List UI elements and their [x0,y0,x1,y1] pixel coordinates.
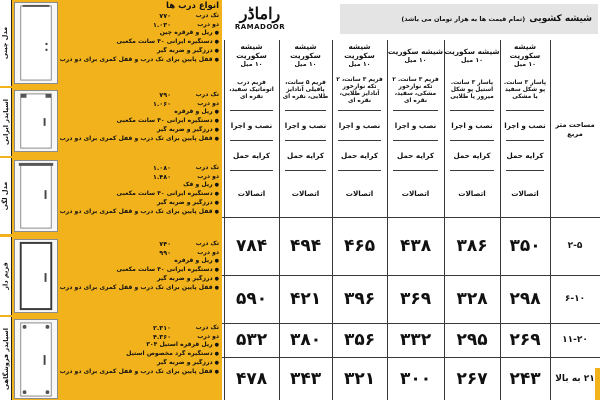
door-section-chinese [0,0,222,86]
price-cell: ۳۳۲ [399,330,432,350]
price-cell: ۲۴۳ [509,368,541,389]
glass-type: شیشه سکوریت [344,42,375,60]
ramadoor-logo [232,5,288,37]
feature-line: ● درزگیر و ضربه گیر [60,199,219,208]
door-image [14,90,58,152]
door-types-heading: انواع درب ها [166,1,219,11]
frame-description: فریم ۳ سانت. ۲ تکه نوارخور مشکی، سفید، نقره ای [392,76,439,104]
side-label: اسپایدر فروشگاهی [0,317,12,400]
install-label: نصب و اجرا [338,120,381,130]
frame-description: فریم ۵ سانت، پافیلی آنادایز طلایی، نقره ای [282,80,329,100]
column-title [387,40,444,71]
price-line: دو درب ۱.۴۸۰ [152,172,219,181]
price-cell: ۳۸۰ [289,330,322,350]
accent-bar [595,368,600,400]
price-cell: ۲۶۹ [509,330,541,350]
area-range: ۲-۵ [567,241,583,251]
price-cell: ۳۵۶ [343,330,376,350]
feature-line: ● ریل و قرقره چین [60,29,219,38]
price-cell: ۷۸۴ [235,236,268,256]
price-line: دو درب ۹۹۰ [159,248,219,257]
glass-thickness: ۱۰ میل [461,56,483,64]
price-cell: ۳۲۱ [343,368,376,389]
page-header [222,0,600,40]
install-label: نصب و اجرا [284,120,327,130]
feature-line: ● ریل قرقره استیل ۳۰۴ [60,341,219,350]
feature-line: ● ریل و قرقره [60,108,219,117]
column-title [224,40,279,71]
section-lines [60,324,219,376]
frame-description: پاسار ۳ سانت. استیل پو شکل میرور یا طلایی [450,80,494,100]
frame-description: پاسار ۳ سانت. پو شکل سفید یا مشکی [503,80,547,100]
page-title-box [340,4,598,34]
price-line: تک درب ۷۴۰ [159,240,219,248]
column-title [500,40,550,71]
section-lines [60,240,219,292]
feature-line: ● درزگیر و ضربه گیر [60,359,219,368]
price-line: دو درب ۱.۰۶۰ [152,99,219,108]
door-image [14,319,58,399]
install-label: نصب و اجرا [504,120,546,130]
price-line: تک درب ۱.۰۸۰ [152,164,219,172]
install-label: نصب و اجرا [394,120,437,130]
glass-thickness: ۱۰ میل [404,56,427,64]
delivery-label: کرایه حمل [396,150,435,160]
glass-type: شیشه سکوریت [509,42,541,60]
door-section-spider-iranian [0,88,222,156]
feature-line: ● دستگیره ایرانی ۴۰ سانت مکعبی [60,38,219,47]
price-cell: ۴۷۸ [235,368,268,389]
area-range: ۱۱-۲۰ [562,335,588,345]
connections-label: اتصالات [458,189,486,198]
feature-line: ● درزگیر و ضربه گیر [60,47,219,56]
install-label: نصب و اجرا [451,120,493,130]
price-line: دو درب ۴.۳۶۰ [152,332,219,341]
area-range: ۲۱ به بالا [555,373,595,384]
glass-type: شیشه سکوریت [290,42,321,60]
delivery-label: کرایه حمل [340,150,379,160]
price-cell: ۳۸۶ [456,236,488,256]
install-label: نصب و اجرا [230,120,273,130]
side-label: مدل لگی [0,158,12,234]
feature-line: ● قفل پایین برای تک درب و قفل کمری برای دو درب [60,135,219,144]
door-section-spider-store [0,317,222,400]
price-cell: ۴۳۸ [399,236,432,256]
feature-line: ● قفل پایین برای تک درب و قفل کمری برای دو درب [60,368,219,377]
price-cell: ۴۶۵ [343,236,376,256]
connections-label: اتصالات [237,189,266,198]
side-label: اسپایدر ایرانی [0,88,12,156]
area-range: ۶-۱۰ [564,294,586,304]
glass-type: شیشه سکوریت [444,46,500,56]
price-line: دو درب ۱.۰۳۰ [152,20,219,29]
price-cell: ۲۹۸ [509,289,541,309]
price-cell: ۳۹۶ [343,289,376,309]
connections-label: اتصالات [511,189,539,198]
feature-line: ● قفل پایین برای تک درب و قفل کمری برای دو درب [60,208,219,217]
glass-thickness: ۱۰ میل [514,61,536,68]
area-header: مساحت متر مربع [555,121,595,138]
price-line: تک درب ۷۷۰ [159,12,219,20]
side-label: مدل چینی [0,0,12,86]
frame-description: فریم ۳ سانت، ۲ تکه نوارخور آنادایز طلایی، نقره ای [336,76,383,104]
door-image [14,239,58,313]
feature-line: ● قفل پایین برای تک درب و قفل کمری برای دو درب [60,284,219,293]
price-cell: ۳۰۰ [399,368,432,389]
section-lines [60,91,219,143]
connections-label: اتصالات [401,189,430,198]
page-title: شیشه کشویی [529,14,592,24]
column-title [444,40,500,71]
side-label: فریم دار [0,237,12,315]
feature-line: ● دستگیره ایرانی ۴۰ سانت مکعبی [60,266,219,275]
feature-line: ● دستگیره گرد مخصوص استیل [60,350,219,359]
connections-label: اتصالات [345,189,374,198]
door-section-framed [0,237,222,315]
section-lines [60,164,219,216]
price-line: تک درب ۷۹۰ [159,91,219,99]
column-title [332,40,387,71]
price-cell: ۲۶۷ [456,368,488,389]
door-types-panel [0,0,222,400]
page-subtitle: (تمام قیمت ها به هزار تومان می باشد) [401,15,526,23]
door-image [14,160,58,232]
feature-line: ● ریل و قرقره [60,257,219,266]
price-cell: ۳۶۹ [399,289,432,309]
feature-line: ● ریل و فک [60,181,219,190]
glass-thickness: ۱۰ میل [294,61,317,68]
delivery-label: کرایه حمل [506,150,544,160]
price-cell: ۵۳۲ [235,330,268,350]
feature-line: ● قفل پایین برای تک درب و قفل کمری برای دو درب [60,56,219,65]
glass-thickness: ۱۰ میل [348,61,371,68]
door-image [14,2,58,84]
price-cell: ۳۴۳ [289,368,322,389]
column-title [279,40,332,71]
feature-line: ● دستگیره ایرانی ۴۰ سانت مکعبی [60,190,219,199]
connections-label: اتصالات [291,189,320,198]
price-cell: ۳۵۰ [509,236,541,256]
logo-persian: راماڈر [239,4,281,23]
price-cell: ۴۲۱ [289,289,322,309]
door-section-lagi [0,158,222,234]
delivery-label: کرایه حمل [286,150,325,160]
feature-line: ● درزگیر و ضربه گیر [60,275,219,284]
price-table [222,40,600,400]
feature-line: ● دستگیره ایرانی ۴۰ سانت مکعبی [60,117,219,126]
section-lines [60,0,219,64]
price-line: تک درب ۲.۳۱۰ [152,324,219,332]
price-cell: ۵۹۰ [235,289,268,309]
glass-thickness: ۱۰ میل [240,61,263,68]
delivery-label: کرایه حمل [453,150,491,160]
price-cell: ۴۹۴ [289,236,322,256]
logo-english: RAMADOOR [234,23,286,31]
glass-type: شیشه سکوریت [236,42,267,60]
glass-type: شیشه سکوریت [387,46,444,56]
price-cell: ۲۹۵ [456,330,488,350]
frame-description: فریم درب اتوماتیک سفید، نقره ای [229,80,274,100]
price-cell: ۳۲۸ [456,289,488,309]
delivery-label: کرایه حمل [232,150,271,160]
feature-line: ● درزگیر و ضربه گیر [60,126,219,135]
